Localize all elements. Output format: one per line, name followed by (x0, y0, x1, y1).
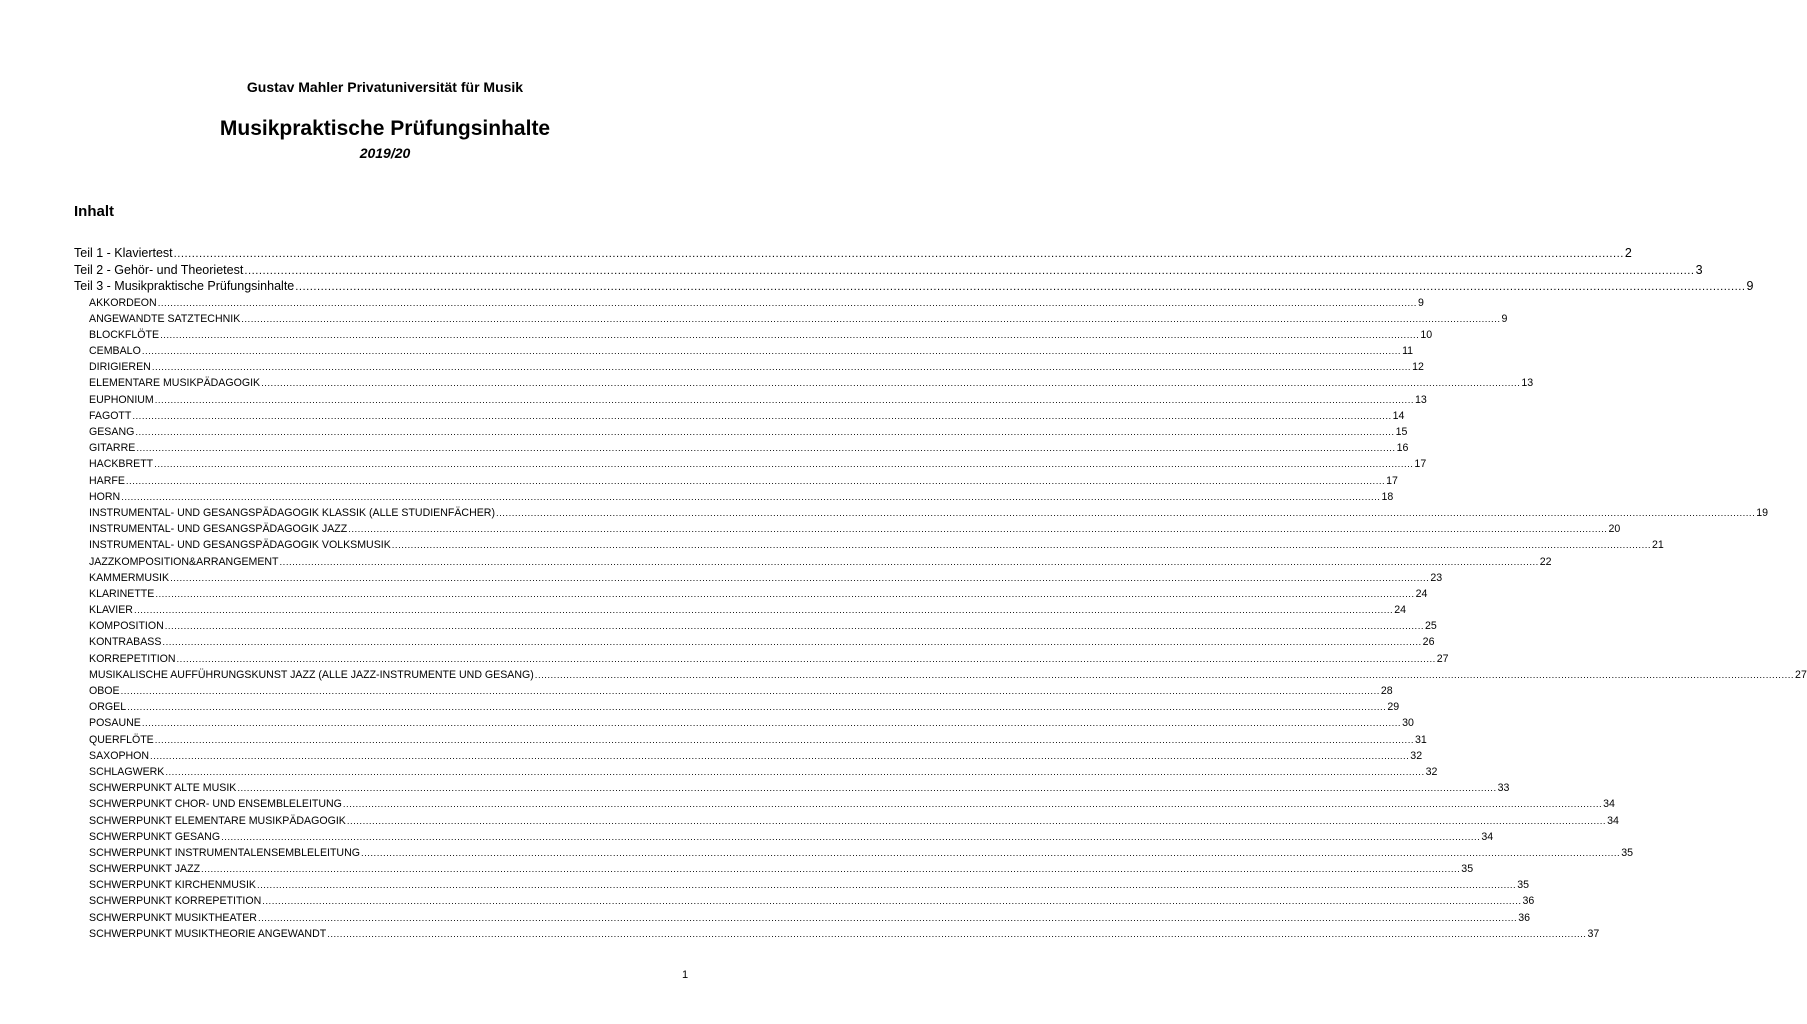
toc-entry[interactable] (74, 586, 1428, 602)
toc-entry-page: 13 (1521, 377, 1534, 390)
toc-entry-label: KLARINETTE (89, 587, 155, 600)
toc-entry[interactable] (74, 408, 1405, 424)
toc-entry[interactable] (74, 926, 1600, 942)
toc-entry-label: SCHWERPUNKT MUSIKTHEATER (89, 911, 257, 924)
toc-dot-leader: ................................................................................................................................................................................................................................................................................................................................................................................................................ (534, 669, 1795, 681)
toc-entry[interactable] (74, 618, 1437, 634)
toc-dot-leader: ................................................................................................................................................................................................................................................................................................................................................................................................................ (391, 540, 1652, 552)
toc-entry-page: 33 (1497, 782, 1510, 795)
toc-entry-label: EUPHONIUM (89, 393, 154, 406)
toc-entry-page: 24 (1394, 604, 1407, 617)
toc-dot-leader: ................................................................................................................................................................................................................................................................................................................................................................................................................ (295, 281, 1746, 293)
toc-entry[interactable] (74, 764, 1438, 780)
toc-entry[interactable] (74, 456, 1427, 472)
toc-entry-label: SCHWERPUNKT JAZZ (89, 863, 201, 876)
toc-dot-leader: ................................................................................................................................................................................................................................................................................................................................................................................................................ (121, 491, 1381, 503)
toc-heading: Inhalt (74, 203, 114, 220)
toc-entry-page: 24 (1415, 587, 1428, 600)
toc-entry[interactable] (74, 796, 1615, 812)
toc-entry-label: ANGEWANDTE SATZTECHNIK (89, 312, 241, 325)
toc-dot-leader: ................................................................................................................................................................................................................................................................................................................................................................................................................ (162, 637, 1422, 649)
toc-dot-leader: ................................................................................................................................................................................................................................................................................................................................................................................................................ (125, 475, 1386, 487)
toc-entry-label: DIRIGIEREN (89, 361, 151, 374)
toc-entry-page: 30 (1402, 717, 1414, 730)
toc-entry[interactable] (74, 554, 1552, 570)
toc-entry-page: 20 (1608, 523, 1621, 536)
toc-entry-page: 9 (1746, 279, 1754, 293)
toc-dot-leader: ................................................................................................................................................................................................................................................................................................................................................................................................................ (241, 313, 1501, 325)
toc-entry-page: 9 (1417, 296, 1424, 309)
toc-entry-label: Teil 2 - Gehör- und Theorietest (74, 262, 244, 277)
toc-entry-page: 27 (1795, 668, 1807, 681)
toc-dot-leader: ................................................................................................................................................................................................................................................................................................................................................................................................................ (170, 572, 1430, 584)
toc-entry-page: 35 (1461, 863, 1474, 876)
toc-entry[interactable] (74, 473, 1398, 489)
toc-entry-page: 27 (1436, 652, 1449, 665)
toc-entry-label: INSTRUMENTAL- UND GESANGSPÄDAGOGIK JAZZ (89, 523, 348, 536)
toc-entry-page: 26 (1422, 636, 1435, 649)
toc-entry-label: MUSIKALISCHE AUFFÜHRUNGSKUNST JAZZ (ALLE JAZZ-INSTRUMENTE UND GESANG) (89, 668, 534, 681)
toc-entry[interactable] (74, 278, 1754, 295)
toc-entry[interactable] (74, 813, 1619, 829)
toc-entry-label: ELEMENTARE MUSIKPÄDAGOGIK (89, 377, 261, 390)
toc-entry-label: HACKBRETT (89, 458, 154, 471)
toc-dot-leader: ................................................................................................................................................................................................................................................................................................................................................................................................................ (120, 686, 1380, 697)
toc-entry-label: BLOCKFLÖTE (89, 328, 160, 341)
toc-entry-page: 34 (1603, 798, 1615, 811)
toc-dot-leader: ................................................................................................................................................................................................................................................................................................................................................................................................................ (327, 928, 1587, 940)
toc-dot-leader: ................................................................................................................................................................................................................................................................................................................................................................................................................ (127, 702, 1387, 714)
toc-entry-label: Teil 1 - Klaviertest (74, 246, 173, 260)
toc-entry-page: 34 (1607, 814, 1619, 827)
toc-entry[interactable] (74, 845, 1634, 861)
toc-dot-leader: ................................................................................................................................................................................................................................................................................................................................................................................................................ (495, 507, 1756, 519)
toc-entry-label: JAZZKOMPOSITION&ARRANGEMENT (89, 555, 279, 568)
toc-entry[interactable] (74, 829, 1494, 845)
toc-entry[interactable] (74, 440, 1409, 456)
toc-entry-page: 32 (1410, 749, 1423, 762)
toc-entry-label: KLAVIER (89, 604, 133, 617)
toc-entry-page: 14 (1392, 409, 1405, 422)
toc-entry[interactable] (74, 715, 1414, 731)
toc-entry-page: 31 (1415, 733, 1427, 746)
document-title: Musikpraktische Prüfungsinhalte (219, 117, 551, 140)
toc-dot-leader: ................................................................................................................................................................................................................................................................................................................................................................................................................ (173, 248, 1624, 260)
toc-entry[interactable] (74, 359, 1424, 375)
toc-dot-leader: ................................................................................................................................................................................................................................................................................................................................................................................................................ (155, 588, 1415, 600)
toc-dot-leader: ................................................................................................................................................................................................................................................................................................................................................................................................................ (256, 880, 1517, 892)
toc-entry-page: 21 (1652, 539, 1664, 552)
toc-entry-label: KORREPETITION (89, 652, 176, 665)
toc-dot-leader: ................................................................................................................................................................................................................................................................................................................................................................................................................ (176, 653, 1436, 665)
toc-dot-leader: ................................................................................................................................................................................................................................................................................................................................................................................................................ (150, 750, 1410, 762)
toc-entry[interactable] (74, 732, 1427, 748)
toc-entry[interactable] (74, 570, 1443, 586)
toc-entry-page: 10 (1420, 328, 1433, 341)
toc-entry-label: SCHWERPUNKT INSTRUMENTALENSEMBLELEITUNG (89, 846, 360, 859)
toc-entry[interactable] (74, 634, 1435, 650)
toc-dot-leader: ................................................................................................................................................................................................................................................................................................................................................................................................................ (221, 831, 1481, 843)
toc-entry[interactable] (74, 893, 1535, 909)
toc-entry[interactable] (74, 877, 1530, 893)
toc-entry[interactable] (74, 505, 1769, 521)
toc-entry-page: 2 (1624, 246, 1632, 260)
toc-entry[interactable] (74, 537, 1664, 553)
toc-dot-leader: ................................................................................................................................................................................................................................................................................................................................................................................................................ (165, 766, 1425, 778)
toc-dot-leader: ................................................................................................................................................................................................................................................................................................................................................................................................................ (164, 621, 1425, 633)
toc-entry-label: SCHWERPUNKT KIRCHENMUSIK (89, 879, 256, 892)
toc-dot-leader: ................................................................................................................................................................................................................................................................................................................................................................................................................ (360, 847, 1621, 859)
toc-entry-label: QUERFLÖTE (89, 733, 154, 746)
toc-entry[interactable] (74, 780, 1510, 796)
toc-entry-label: GITARRE (89, 442, 136, 455)
toc-entry-page: 15 (1395, 426, 1408, 438)
toc-dot-leader: ................................................................................................................................................................................................................................................................................................................................................................................................................ (257, 912, 1518, 924)
table-of-contents (74, 245, 1807, 942)
toc-entry-label: ORGEL (89, 701, 127, 714)
toc-dot-leader: ................................................................................................................................................................................................................................................................................................................................................................................................................ (201, 864, 1461, 876)
toc-entry-page: 28 (1380, 685, 1393, 697)
toc-dot-leader: ................................................................................................................................................................................................................................................................................................................................................................................................................ (136, 443, 1396, 455)
toc-entry[interactable] (74, 245, 1632, 262)
toc-entry[interactable] (74, 392, 1427, 408)
toc-dot-leader: ................................................................................................................................................................................................................................................................................................................................................................................................................ (135, 427, 1395, 438)
toc-entry-page: 18 (1381, 490, 1394, 503)
toc-entry-page: 35 (1517, 879, 1530, 892)
toc-entry[interactable] (74, 424, 1408, 440)
toc-entry-page: 36 (1522, 895, 1535, 908)
toc-entry-label: SCHWERPUNKT ELEMENTARE MUSIKPÄDAGOGIK (89, 814, 346, 827)
toc-entry-label: Teil 3 - Musikpraktische Prüfungsinhalte (74, 279, 295, 293)
toc-entry[interactable] (74, 602, 1407, 618)
toc-entry[interactable] (74, 651, 1449, 667)
toc-entry[interactable] (74, 311, 1508, 327)
toc-entry-label: OBOE (89, 685, 120, 697)
toc-dot-leader: ................................................................................................................................................................................................................................................................................................................................................................................................................ (244, 264, 1695, 277)
toc-entry-label: SAXOPHON (89, 749, 150, 762)
toc-entry[interactable] (74, 683, 1393, 699)
toc-entry[interactable] (74, 748, 1423, 764)
toc-entry-label: FAGOTT (89, 409, 132, 422)
toc-entry[interactable] (74, 375, 1534, 391)
toc-entry[interactable] (74, 327, 1433, 343)
toc-entry-label: KAMMERMUSIK (89, 571, 170, 584)
toc-dot-leader: ................................................................................................................................................................................................................................................................................................................................................................................................................ (346, 815, 1607, 827)
toc-entry-page: 22 (1539, 555, 1552, 568)
toc-entry-page: 25 (1425, 620, 1437, 633)
toc-entry-label: SCHWERPUNKT GESANG (89, 830, 221, 843)
toc-entry-page: 16 (1396, 442, 1409, 455)
page-number: 1 (682, 969, 689, 981)
toc-entry-page: 12 (1412, 361, 1424, 374)
toc-entry-label: KONTRABASS (89, 636, 162, 649)
toc-entry[interactable] (74, 262, 1703, 279)
toc-entry-page: 9 (1501, 312, 1508, 325)
toc-entry[interactable] (74, 910, 1530, 926)
toc-dot-leader: ................................................................................................................................................................................................................................................................................................................................................................................................................ (154, 394, 1414, 406)
toc-entry[interactable] (74, 667, 1807, 683)
toc-dot-leader: ................................................................................................................................................................................................................................................................................................................................................................................................................ (141, 718, 1402, 730)
toc-dot-leader: ................................................................................................................................................................................................................................................................................................................................................................................................................ (348, 524, 1608, 536)
toc-entry-label: SCHWERPUNKT MUSIKTHEORIE ANGEWANDT (89, 927, 327, 940)
toc-entry-label: INSTRUMENTAL- UND GESANGSPÄDAGOGIK KLASSIK (ALLE STUDIENFÄCHER) (89, 506, 495, 519)
toc-dot-leader: ................................................................................................................................................................................................................................................................................................................................................................................................................ (342, 799, 1603, 811)
toc-entry-label: INSTRUMENTAL- UND GESANGSPÄDAGOGIK VOLKSMUSIK (89, 539, 391, 552)
toc-dot-leader: ................................................................................................................................................................................................................................................................................................................................................................................................................ (154, 459, 1414, 471)
toc-entry[interactable] (74, 861, 1474, 877)
toc-entry[interactable] (74, 343, 1414, 359)
toc-dot-leader: ................................................................................................................................................................................................................................................................................................................................................................................................................ (141, 346, 1402, 358)
toc-dot-leader: ................................................................................................................................................................................................................................................................................................................................................................................................................ (132, 410, 1392, 422)
toc-entry-label: SCHWERPUNKT CHOR- UND ENSEMBLELEITUNG (89, 798, 342, 811)
toc-entry-label: CEMBALO (89, 345, 141, 358)
toc-entry-page: 32 (1425, 765, 1438, 778)
toc-dot-leader: ................................................................................................................................................................................................................................................................................................................................................................................................................ (237, 783, 1497, 795)
toc-dot-leader: ................................................................................................................................................................................................................................................................................................................................................................................................................ (154, 734, 1414, 746)
toc-entry-page: 29 (1387, 701, 1400, 714)
toc-dot-leader: ................................................................................................................................................................................................................................................................................................................................................................................................................ (160, 329, 1420, 341)
toc-entry-label: SCHLAGWERK (89, 765, 165, 778)
toc-entry-page: 3 (1695, 262, 1703, 277)
toc-entry-page: 19 (1756, 506, 1769, 519)
toc-dot-leader: ................................................................................................................................................................................................................................................................................................................................................................................................................ (157, 297, 1417, 309)
toc-entry[interactable] (74, 699, 1400, 715)
toc-entry-label: SCHWERPUNKT ALTE MUSIK (89, 782, 237, 795)
toc-entry-page: 11 (1402, 345, 1414, 358)
toc-entry[interactable] (74, 521, 1621, 537)
toc-entry-label: SCHWERPUNKT KORREPETITION (89, 895, 262, 908)
toc-entry-label: HORN (89, 490, 121, 503)
toc-entry-label: GESANG (89, 426, 135, 438)
toc-entry-page: 37 (1587, 927, 1600, 940)
toc-dot-leader: ................................................................................................................................................................................................................................................................................................................................................................................................................ (279, 556, 1539, 568)
toc-entry-label: POSAUNE (89, 717, 141, 730)
toc-entry-label: AKKORDEON (89, 296, 157, 309)
toc-entry-page: 13 (1415, 393, 1427, 406)
toc-entry[interactable] (74, 295, 1424, 311)
toc-entry[interactable] (74, 489, 1394, 505)
toc-entry-page: 34 (1481, 830, 1494, 843)
toc-dot-leader: ................................................................................................................................................................................................................................................................................................................................................................................................................ (262, 896, 1522, 908)
toc-entry-page: 17 (1386, 474, 1398, 487)
toc-dot-leader: ................................................................................................................................................................................................................................................................................................................................................................................................................ (133, 605, 1394, 617)
toc-dot-leader: ................................................................................................................................................................................................................................................................................................................................................................................................................ (151, 362, 1412, 374)
toc-entry-label: KOMPOSITION (89, 620, 164, 633)
toc-entry-page: 35 (1621, 846, 1634, 859)
toc-entry-page: 36 (1518, 911, 1530, 924)
toc-dot-leader: ................................................................................................................................................................................................................................................................................................................................................................................................................ (261, 378, 1521, 390)
university-name: Gustav Mahler Privatuniversität für Musik (246, 79, 524, 95)
toc-entry-page: 17 (1414, 458, 1427, 471)
toc-entry-page: 23 (1430, 571, 1443, 584)
document-year: 2019/20 (359, 145, 411, 161)
toc-entry-label: HARFE (89, 474, 125, 487)
